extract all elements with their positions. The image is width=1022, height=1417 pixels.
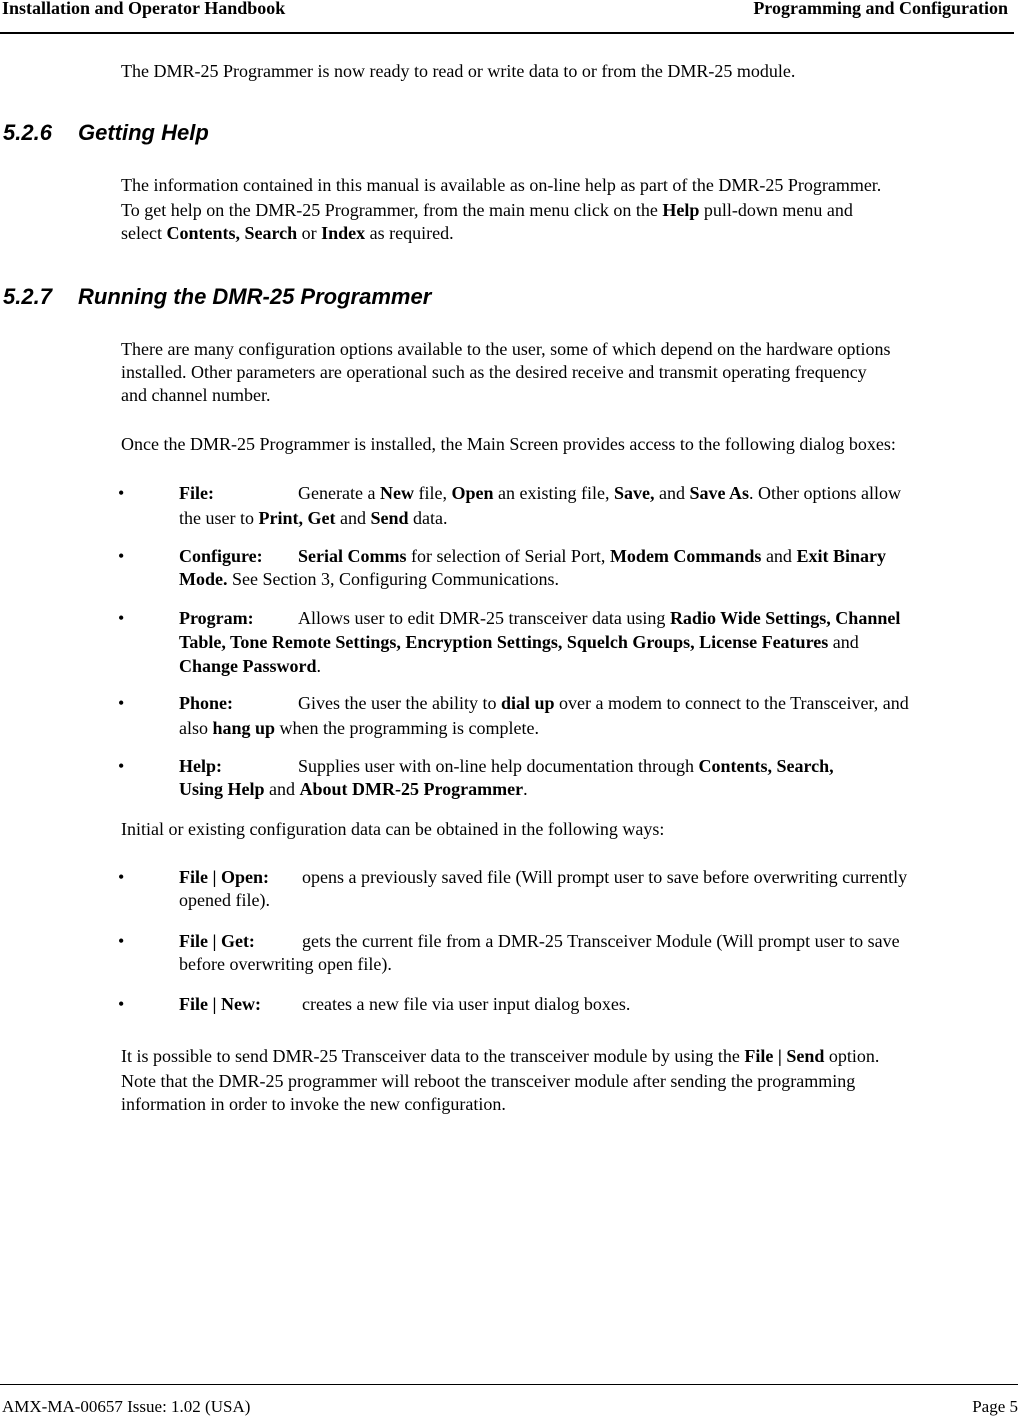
main-screen-paragraph: Once the DMR-25 Programmer is installed, the Main Screen provides access to the following dialog boxes: (121, 434, 896, 454)
bullet-label: File | Open: (179, 867, 269, 887)
bullet-label: File | New: (179, 994, 261, 1014)
paragraph-line: Note that the DMR-25 programmer will reboot the transceiver module after sending the programming (121, 1071, 856, 1091)
footer-rule (0, 1384, 1018, 1385)
initial-config-paragraph: Initial or existing configuration data can be obtained in the following ways: (121, 819, 665, 839)
paragraph-line: installed. Other parameters are operational such as the desired receive and transmit operating frequency (121, 362, 867, 382)
bullet-label: Help: (179, 756, 222, 776)
bullet-label: Program: (179, 608, 254, 628)
paragraph-line: To get help on the DMR-25 Programmer, from the main menu click on the Help pull-down menu and (121, 200, 853, 220)
header-right-title: Programming and Configuration (753, 0, 1008, 18)
bullet-label: Configure: (179, 546, 263, 566)
bullet-label: Phone: (179, 693, 233, 713)
section-title: Running the DMR-25 Programmer (78, 284, 432, 309)
bullet-dot: • (118, 693, 125, 713)
section-heading-getting-help (3, 120, 209, 146)
bullet-dot: • (118, 994, 125, 1014)
bullet-label: File: (179, 483, 214, 503)
section-heading-running-programmer (3, 284, 431, 310)
section-title: Getting Help (78, 120, 209, 145)
bullet-label: File | Get: (179, 931, 255, 951)
paragraph-line: It is possible to send DMR-25 Transceiver data to the transceiver module by using the File | Send option. (121, 1046, 880, 1066)
bullet-dot: • (118, 483, 125, 503)
paragraph-line: The information contained in this manual is available as on-line help as part of the DMR-25 Programmer. (121, 175, 882, 195)
bullet-dot: • (118, 931, 125, 951)
header-left-title: Installation and Operator Handbook (2, 0, 286, 18)
intro-paragraph: The DMR-25 Programmer is now ready to read or write data to or from the DMR-25 module. (121, 61, 796, 81)
bullet-dot: • (118, 756, 125, 776)
paragraph-line: and channel number. (121, 385, 271, 405)
section-number: 5.2.6 (3, 120, 52, 145)
paragraph-line: There are many configuration options available to the user, some of which depend on the hardware options (121, 339, 891, 359)
bullet-dot: • (118, 608, 125, 628)
paragraph-line: select Contents, Search or Index as required. (121, 223, 454, 243)
page-number: Page 5 (972, 1397, 1018, 1416)
section-number: 5.2.7 (3, 284, 52, 309)
bullet-dot: • (118, 546, 125, 566)
paragraph-line: information in order to invoke the new configuration. (121, 1094, 506, 1114)
page-header (0, 0, 1014, 34)
bullet-dot: • (118, 867, 125, 887)
document-id: AMX-MA-00657 Issue: 1.02 (USA) (2, 1397, 251, 1416)
